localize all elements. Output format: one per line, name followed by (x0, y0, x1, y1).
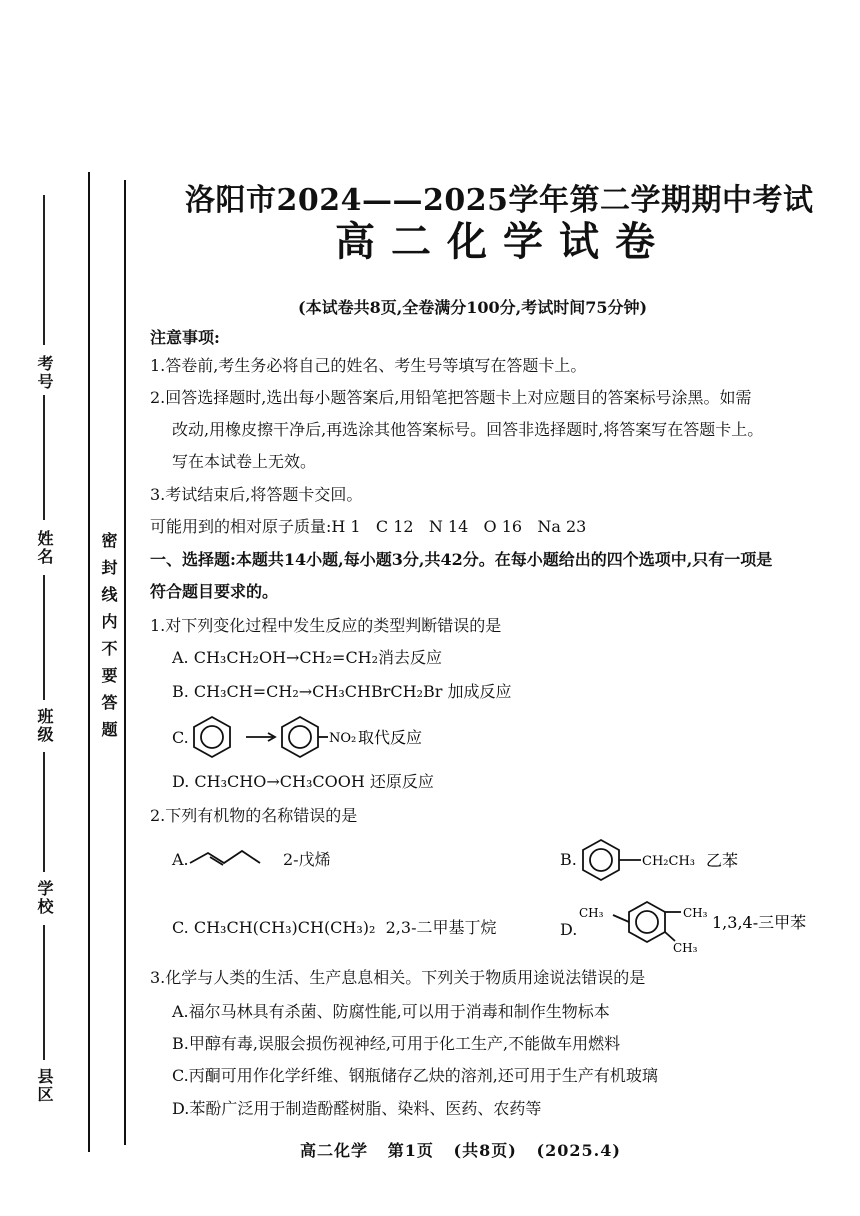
note-1: 1.答卷前,考生务必将自己的姓名、考生号等填写在答题卡上。 (150, 356, 587, 375)
q2-d-methyl-2: CH₃ (683, 906, 708, 920)
field-name-line (43, 575, 45, 700)
q2-d-methyl-1: CH₃ (579, 906, 604, 920)
q2-option-b-name: 乙苯 (706, 851, 739, 870)
exam-info: (本试卷共8页,全卷满分100分,考试时间75分钟) (298, 298, 648, 317)
q2-option-d-name: 1,3,4-三甲苯 (712, 913, 807, 932)
field-school-line (43, 925, 45, 1060)
q3-option-a: A.福尔马林具有杀菌、防腐性能,可以用于消毒和制作生物标本 (172, 1002, 610, 1021)
field-exam-number-line-2 (43, 395, 45, 520)
q3-option-c: C.丙酮可用作化学纤维、钢瓶储存乙炔的溶剂,还可用于生产有机玻璃 (172, 1066, 658, 1085)
q3-stem: 3.化学与人类的生活、生产息息相关。下列关于物质用途说法错误的是 (150, 968, 646, 987)
q3-option-d: D.苯酚广泛用于制造酚醛树脂、染料、医药、农药等 (172, 1099, 542, 1118)
q1-option-c-label: C. (172, 728, 189, 747)
note-2: 2.回答选择题时,选出每小题答案后,用铅笔把答题卡上对应题目的答案标号涂黑。如需 (150, 388, 752, 407)
note-2-end: 写在本试卷上无效。 (172, 452, 317, 471)
q2-option-b-structure (577, 835, 757, 885)
q2-stem: 2.下列有机物的名称错误的是 (150, 806, 358, 825)
binding-line-inner (124, 180, 126, 1145)
seal-warning: 密封线内不要答题 (99, 532, 118, 748)
field-class-line (43, 752, 45, 872)
q2-d-methyl-3: CH₃ (673, 941, 698, 955)
q1-option-c-text: 取代反应 (358, 728, 423, 747)
field-exam-number: 考号 (35, 355, 54, 391)
q2-option-b-label: B. (560, 850, 577, 869)
note-2-cont: 改动,用橡皮擦干净后,再选涂其他答案标号。回答非选择题时,将答案写在答题卡上。 (172, 420, 764, 439)
q2-option-a-label: A. (172, 850, 189, 869)
section1-heading-cont: 符合题目要求的。 (150, 582, 279, 601)
q2-option-d-structure (577, 895, 837, 957)
q2-ethyl-group: CH₂CH₃ (642, 854, 695, 869)
section1-heading: 一、选择题:本题共14小题,每小题3分,共42分。在每小题给出的四个选项中,只有一项是 (150, 550, 773, 569)
q1-option-c-structure (188, 712, 438, 762)
q1-option-a: A. CH₃CH₂OH→CH₂=CH₂消去反应 (172, 648, 443, 667)
q2-option-c: C. CH₃CH(CH₃)CH(CH₃)₂ 2,3-二甲基丁烷 (172, 918, 497, 937)
q1-stem: 1.对下列变化过程中发生反应的类型判断错误的是 (150, 616, 502, 635)
q2-option-a-structure (188, 843, 278, 871)
note-3: 3.考试结束后,将答题卡交回。 (150, 485, 363, 504)
field-exam-number-line (43, 195, 45, 345)
q1-option-b: B. CH₃CH=CH₂→CH₃CHBrCH₂Br 加成反应 (172, 682, 512, 701)
atomic-masses: 可能用到的相对原子质量:H 1 C 12 N 14 O 16 Na 23 (150, 517, 587, 536)
field-class: 班级 (35, 708, 54, 744)
q3-option-b: B.甲醇有毒,误服会损伤视神经,可用于化工生产,不能做车用燃料 (172, 1034, 621, 1053)
q1-option-d: D. CH₃CHO→CH₃COOH 还原反应 (172, 772, 434, 791)
subject-title: 高二化学试卷 (335, 218, 671, 265)
q2-option-d-label: D. (560, 920, 578, 939)
q2-option-a-name: 2-戊烯 (283, 850, 331, 869)
notes-heading: 注意事项: (150, 328, 220, 347)
field-county: 县区 (35, 1068, 54, 1104)
exam-title: 洛阳市2024——2025学年第二学期期中考试 (185, 183, 814, 218)
q1-no2-label: NO₂ (329, 731, 357, 746)
field-school: 学校 (35, 880, 54, 916)
page-footer: 高二化学 第1页 (共8页) (2025.4) (300, 1141, 621, 1160)
field-name: 姓名 (35, 530, 54, 566)
binding-line-outer (88, 172, 90, 1152)
